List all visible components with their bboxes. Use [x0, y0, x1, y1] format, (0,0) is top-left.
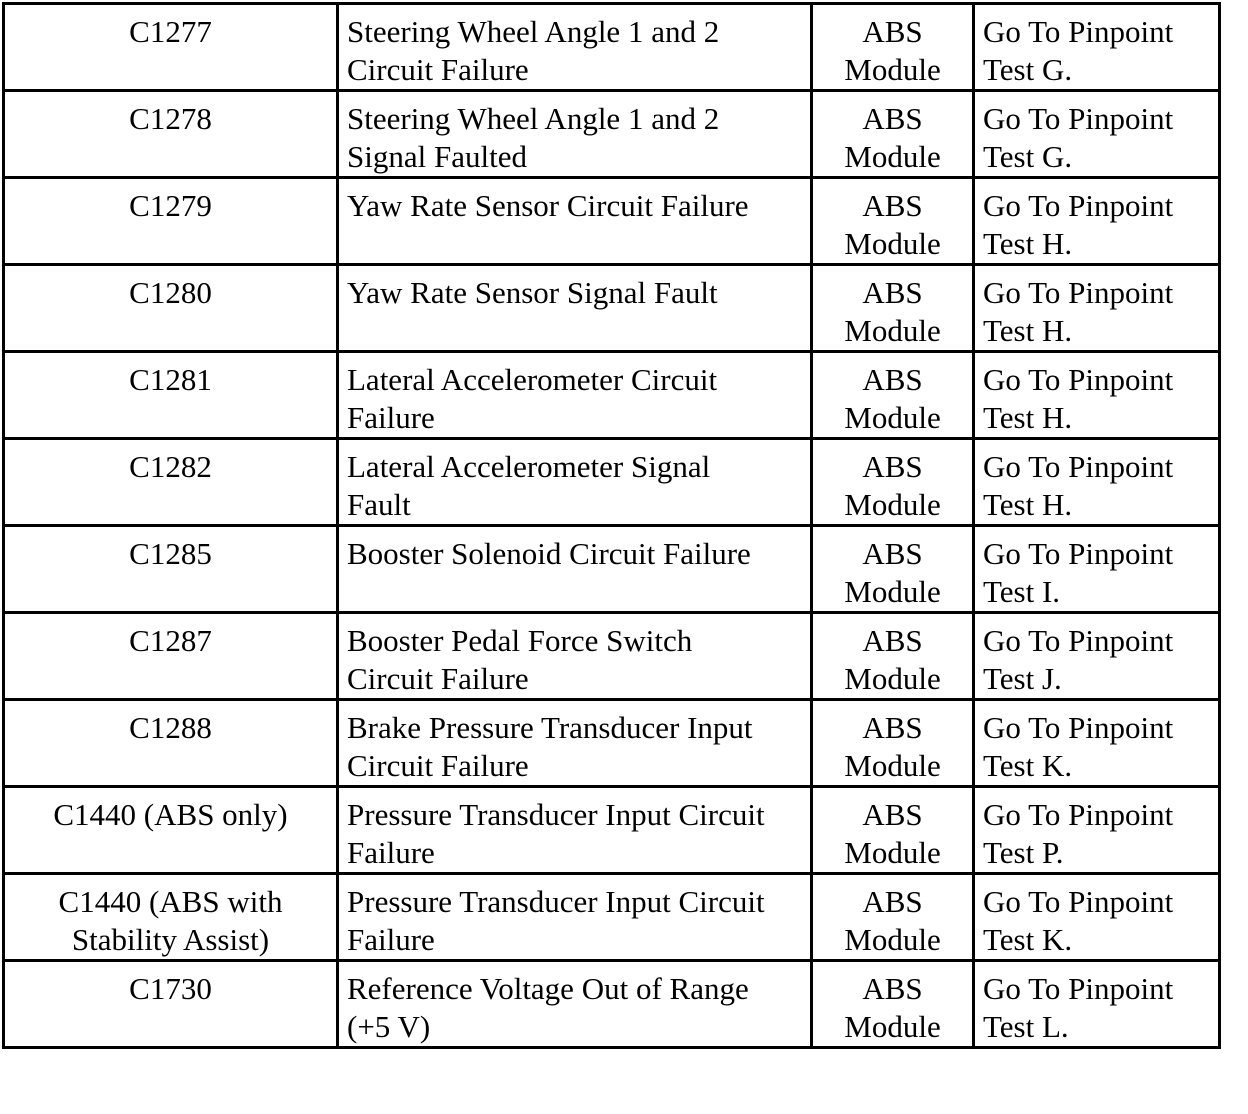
action-text: Go To Pinpoint	[983, 971, 1174, 1006]
source-text: Module	[844, 487, 941, 522]
source-text: ABS	[862, 797, 923, 832]
description-cell	[338, 700, 812, 787]
source-text: ABS	[862, 536, 923, 571]
action-text: Test J.	[983, 661, 1062, 696]
action-text: Go To Pinpoint	[983, 449, 1174, 484]
source-cell	[812, 613, 974, 700]
description-text: Yaw Rate Sensor Signal Fault	[347, 275, 718, 310]
action-text: Test K.	[983, 748, 1073, 783]
source-cell	[812, 787, 974, 874]
dtc-code-cell	[4, 874, 338, 961]
action-text: Test K.	[983, 922, 1073, 957]
description-text: Booster Solenoid Circuit Failure	[347, 536, 751, 571]
table-row	[4, 91, 1220, 178]
description-text: Signal Faulted	[347, 139, 527, 174]
action-cell	[974, 352, 1220, 439]
dtc-code-text: C1279	[129, 188, 212, 223]
dtc-code-text: C1280	[129, 275, 212, 310]
table-row	[4, 961, 1220, 1048]
dtc-table-body	[4, 4, 1220, 1048]
dtc-code-cell	[4, 961, 338, 1048]
source-text: Module	[844, 226, 941, 261]
dtc-code-cell	[4, 4, 338, 91]
description-cell	[338, 526, 812, 613]
dtc-code-text: C1288	[129, 710, 212, 745]
source-text: Module	[844, 922, 941, 957]
source-text: Module	[844, 1009, 941, 1044]
description-text: Steering Wheel Angle 1 and 2	[347, 101, 720, 136]
dtc-code-cell	[4, 265, 338, 352]
dtc-code-text: C1440 (ABS only)	[53, 797, 288, 832]
action-text: Go To Pinpoint	[983, 710, 1174, 745]
source-cell	[812, 91, 974, 178]
source-text: ABS	[862, 275, 923, 310]
source-cell	[812, 700, 974, 787]
description-cell	[338, 178, 812, 265]
source-text: Module	[844, 574, 941, 609]
table-row	[4, 178, 1220, 265]
dtc-code-cell	[4, 178, 338, 265]
table-row	[4, 874, 1220, 961]
source-cell	[812, 352, 974, 439]
action-text: Go To Pinpoint	[983, 101, 1174, 136]
action-cell	[974, 700, 1220, 787]
action-cell	[974, 787, 1220, 874]
action-cell	[974, 526, 1220, 613]
dtc-code-cell	[4, 526, 338, 613]
description-cell	[338, 961, 812, 1048]
action-text: Go To Pinpoint	[983, 536, 1174, 571]
table-row	[4, 787, 1220, 874]
dtc-code-text: C1277	[129, 14, 212, 49]
table-row	[4, 4, 1220, 91]
description-cell	[338, 874, 812, 961]
dtc-code-cell	[4, 787, 338, 874]
dtc-code-text: C1282	[129, 449, 212, 484]
source-cell	[812, 4, 974, 91]
dtc-code-text: C1278	[129, 101, 212, 136]
action-text: Test G.	[983, 52, 1073, 87]
description-text: Steering Wheel Angle 1 and 2	[347, 14, 720, 49]
description-text: Reference Voltage Out of Range	[347, 971, 749, 1006]
description-text: Pressure Transducer Input Circuit	[347, 884, 765, 919]
action-cell	[974, 265, 1220, 352]
description-text: Circuit Failure	[347, 748, 529, 783]
description-text: Failure	[347, 400, 435, 435]
source-text: ABS	[862, 971, 923, 1006]
action-text: Test H.	[983, 400, 1073, 435]
table-row	[4, 439, 1220, 526]
source-text: ABS	[862, 884, 923, 919]
dtc-code-text: C1730	[129, 971, 212, 1006]
description-cell	[338, 265, 812, 352]
source-text: ABS	[862, 623, 923, 658]
source-cell	[812, 265, 974, 352]
description-text: Lateral Accelerometer Circuit	[347, 362, 718, 397]
action-text: Test P.	[983, 835, 1064, 870]
source-cell	[812, 439, 974, 526]
source-cell	[812, 178, 974, 265]
dtc-code-cell	[4, 352, 338, 439]
description-text: Yaw Rate Sensor Circuit Failure	[347, 188, 749, 223]
action-cell	[974, 439, 1220, 526]
description-text: Booster Pedal Force Switch	[347, 623, 693, 658]
source-text: ABS	[862, 101, 923, 136]
table-row	[4, 700, 1220, 787]
source-text: Module	[844, 835, 941, 870]
source-text: Module	[844, 661, 941, 696]
dtc-code-text: C1281	[129, 362, 212, 397]
action-cell	[974, 178, 1220, 265]
action-text: Test I.	[983, 574, 1061, 609]
description-text: (+5 V)	[347, 1009, 431, 1044]
description-text: Failure	[347, 922, 435, 957]
action-cell	[974, 91, 1220, 178]
action-cell	[974, 4, 1220, 91]
description-text: Failure	[347, 835, 435, 870]
source-text: Module	[844, 748, 941, 783]
source-text: Module	[844, 313, 941, 348]
table-row	[4, 265, 1220, 352]
description-cell	[338, 787, 812, 874]
description-cell	[338, 352, 812, 439]
table-row	[4, 352, 1220, 439]
description-cell	[338, 91, 812, 178]
description-text: Brake Pressure Transducer Input	[347, 710, 753, 745]
source-text: Module	[844, 139, 941, 174]
action-text: Test H.	[983, 487, 1073, 522]
source-text: ABS	[862, 188, 923, 223]
source-text: ABS	[862, 449, 923, 484]
source-cell	[812, 526, 974, 613]
action-text: Test H.	[983, 313, 1073, 348]
table-row	[4, 526, 1220, 613]
action-text: Go To Pinpoint	[983, 797, 1174, 832]
dtc-code-text: C1440 (ABS with	[58, 884, 283, 919]
source-text: Module	[844, 400, 941, 435]
source-text: ABS	[862, 710, 923, 745]
table-row	[4, 613, 1220, 700]
description-cell	[338, 439, 812, 526]
source-text: ABS	[862, 14, 923, 49]
dtc-code-cell	[4, 613, 338, 700]
description-cell	[338, 4, 812, 91]
action-text: Go To Pinpoint	[983, 884, 1174, 919]
dtc-table	[2, 2, 1221, 1049]
action-text: Go To Pinpoint	[983, 188, 1174, 223]
dtc-code-text: C1287	[129, 623, 212, 658]
action-text: Go To Pinpoint	[983, 362, 1174, 397]
dtc-code-text: Stability Assist)	[71, 922, 270, 957]
description-text: Lateral Accelerometer Signal	[347, 449, 711, 484]
action-text: Test G.	[983, 139, 1073, 174]
source-cell	[812, 874, 974, 961]
description-text: Circuit Failure	[347, 661, 529, 696]
action-cell	[974, 961, 1220, 1048]
dtc-code-text: C1285	[129, 536, 212, 571]
action-cell	[974, 613, 1220, 700]
description-text: Fault	[347, 487, 411, 522]
dtc-code-cell	[4, 91, 338, 178]
source-cell	[812, 961, 974, 1048]
source-text: ABS	[862, 362, 923, 397]
source-text: Module	[844, 52, 941, 87]
action-text: Go To Pinpoint	[983, 275, 1174, 310]
description-text: Pressure Transducer Input Circuit	[347, 797, 765, 832]
action-text: Go To Pinpoint	[983, 623, 1174, 658]
dtc-code-cell	[4, 439, 338, 526]
action-text: Test H.	[983, 226, 1073, 261]
description-cell	[338, 613, 812, 700]
action-cell	[974, 874, 1220, 961]
action-text: Go To Pinpoint	[983, 14, 1174, 49]
action-text: Test L.	[983, 1009, 1069, 1044]
dtc-code-cell	[4, 700, 338, 787]
description-text: Circuit Failure	[347, 52, 529, 87]
